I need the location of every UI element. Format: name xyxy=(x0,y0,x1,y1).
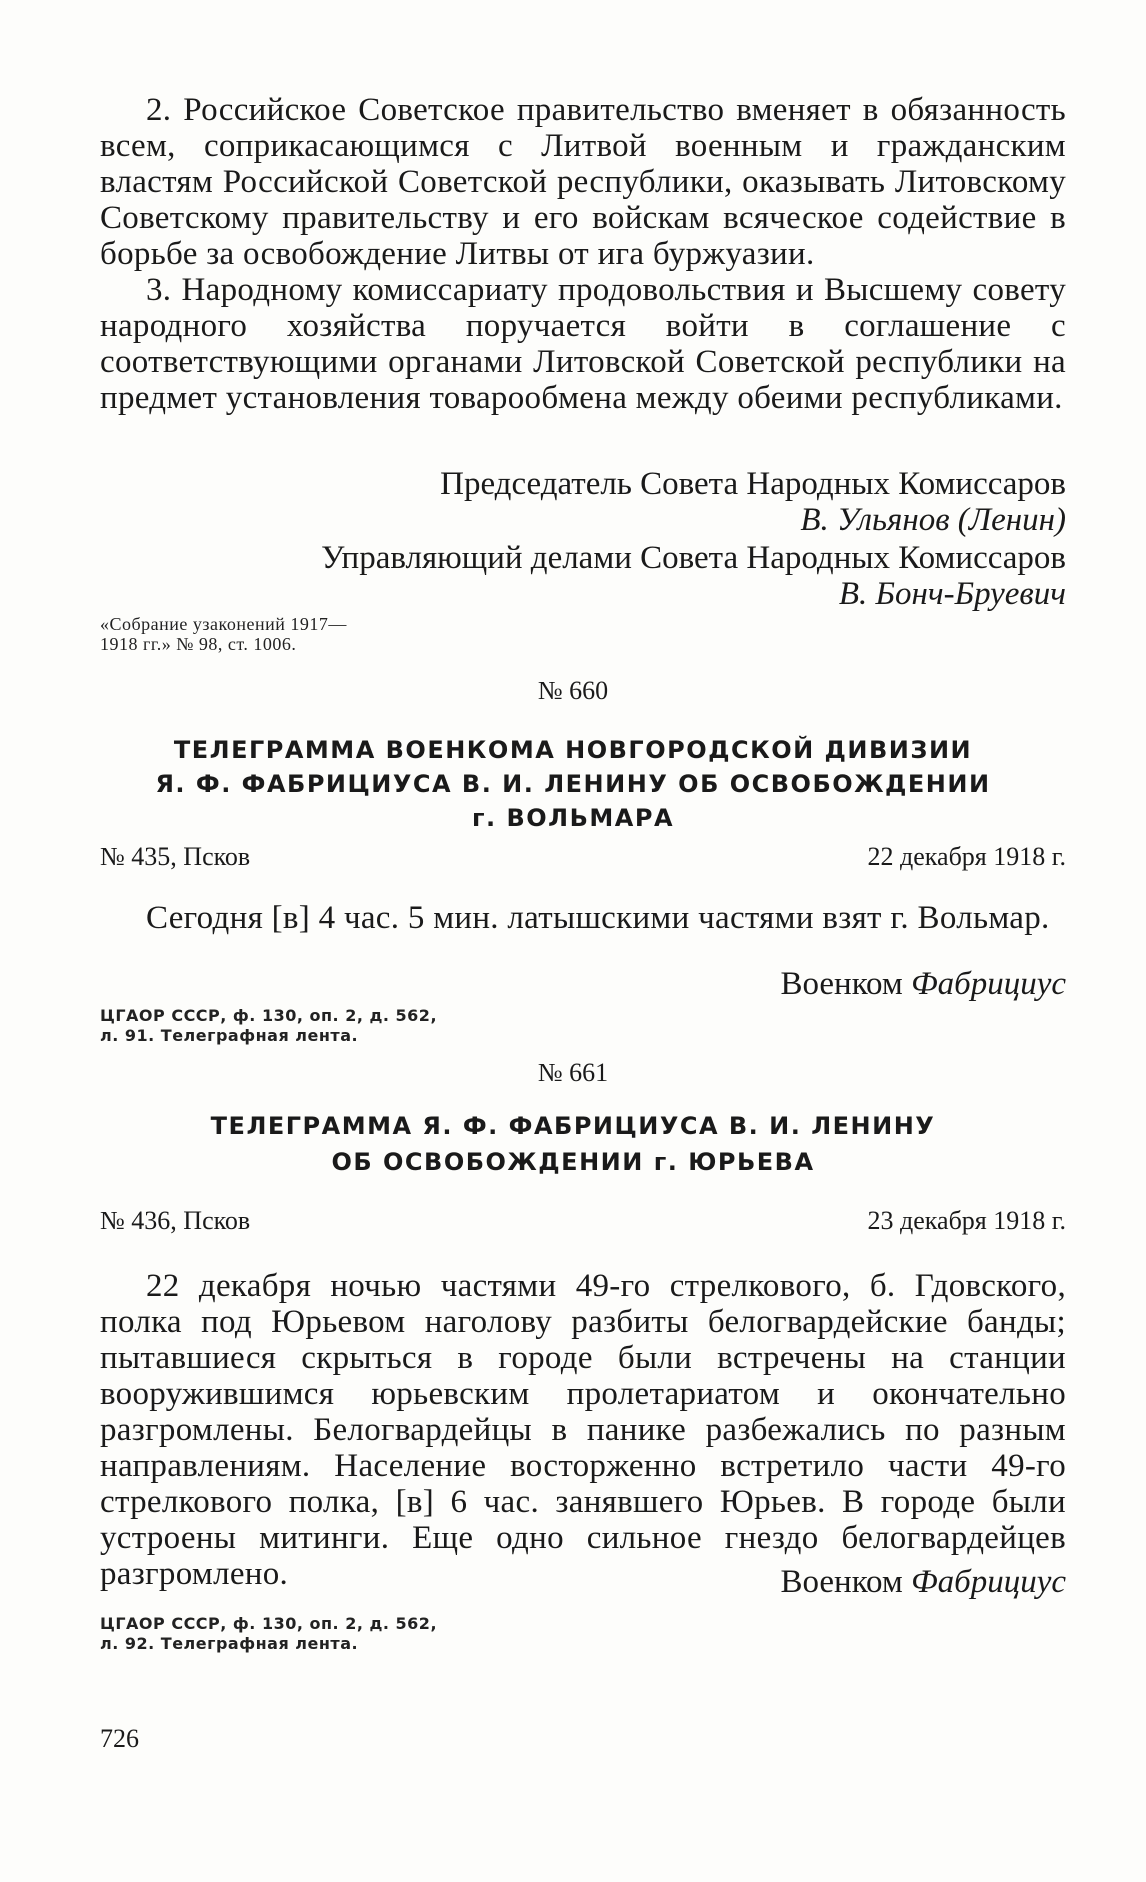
doc-660-date: 22 декабря 1918 г. xyxy=(867,842,1066,871)
source-line: ЦГАОР СССР, ф. 130, оп. 2, д. 562, xyxy=(100,1006,438,1025)
doc-661-ref: № 436, Псков xyxy=(100,1206,251,1235)
signature-2-name: В. Бонч-Бруевич xyxy=(838,576,1066,612)
doc-660-body xyxy=(100,900,1066,936)
doc-661-text: 22 декабря ночью частями 49-го стрелкового, б. Гдовского, полка под Юрьевом наголову разбиты белогвардейские банды; пытавшиеся скрыться в городе были встречены на станции вооружившимся юрьевским пролетариатом и окончательно разгромлены. Белогвардейцы в панике разбежались по разным направлениям. Население восторженно встретило части 49-го стрелкового полка, [в] 6 час. занявшего Юрьев. В городе были устроены митинги. Еще одно сильное гнездо белогвардейцев разгромлено. xyxy=(100,1268,1066,1592)
paragraph-2: 2. Российское Советское правительство вменяет в обязанность всем, соприкасающимся с Литвой военным и гражданским властям Российской Советской республики, оказывать Литовскому Советскому правительству и его войскам всяческое содействие в борьбе за освобождение Литвы от ига буржуазии. xyxy=(100,92,1066,272)
doc-661-body xyxy=(100,1268,1066,1592)
paragraph-3: 3. Народному комиссариату продовольствия и Высшему совету народного хозяйства поручается войти в соглашение с соответствующими органами Литовской Советской республики на предмет установления товарообмена между обеими республиками. xyxy=(100,272,1066,416)
doc-661-date: 23 декабря 1918 г. xyxy=(867,1206,1066,1235)
doc-661-heading-line-1: ТЕЛЕГРАММА Я. Ф. ФАБРИЦИУСА В. И. ЛЕНИНУ xyxy=(210,1112,936,1140)
source-line: 1918 гг.» № 98, ст. 1006. xyxy=(100,634,297,654)
doc-660-heading-line-2: Я. Ф. ФАБРИЦИУСА В. И. ЛЕНИНУ ОБ ОСВОБОЖДЕНИИ xyxy=(155,770,991,798)
doc-660-sign-title: Военком xyxy=(780,966,903,1002)
doc-660-heading-line-1: ТЕЛЕГРАММА ВОЕНКОМА НОВГОРОДСКОЙ ДИВИЗИИ xyxy=(173,736,973,764)
signature-2-title: Управляющий делами Совета Народных Комиссаров xyxy=(321,540,1066,576)
doc-661-heading-line-2: ОБ ОСВОБОЖДЕНИИ г. ЮРЬЕВА xyxy=(331,1148,815,1176)
top-paragraphs xyxy=(100,92,1066,416)
source-line: л. 91. Телеграфная лента. xyxy=(100,1026,359,1045)
source-line: ЦГАОР СССР, ф. 130, оп. 2, д. 562, xyxy=(100,1614,438,1633)
doc-660-source xyxy=(100,1006,437,1046)
doc-660-heading-line-3: г. ВОЛЬМАРА xyxy=(471,804,675,832)
signature-1-title: Председатель Совета Народных Комиссаров xyxy=(440,466,1066,502)
source-line: л. 92. Телеграфная лента. xyxy=(100,1634,359,1653)
doc-660-ref: № 435, Псков xyxy=(100,842,251,871)
doc-661-number: № 661 xyxy=(537,1058,609,1087)
doc-661-source xyxy=(100,1614,437,1654)
source-citation-1 xyxy=(100,614,347,654)
signature-1-name: В. Ульянов (Ленин) xyxy=(800,502,1066,538)
doc-661-sign-name: Фабрициус xyxy=(911,1564,1066,1600)
doc-660-number: № 660 xyxy=(537,676,609,705)
doc-660-text: Сегодня [в] 4 час. 5 мин. латышскими частями взят г. Вольмар. xyxy=(146,900,1050,936)
doc-661-sign-title: Военком xyxy=(780,1564,903,1600)
doc-660-sign-name: Фабрициус xyxy=(911,966,1066,1002)
page-number: 726 xyxy=(100,1724,139,1753)
source-line: «Собрание узаконений 1917— xyxy=(100,614,347,634)
doc-660-signature xyxy=(780,966,1066,1002)
doc-661-signature xyxy=(780,1564,1066,1600)
